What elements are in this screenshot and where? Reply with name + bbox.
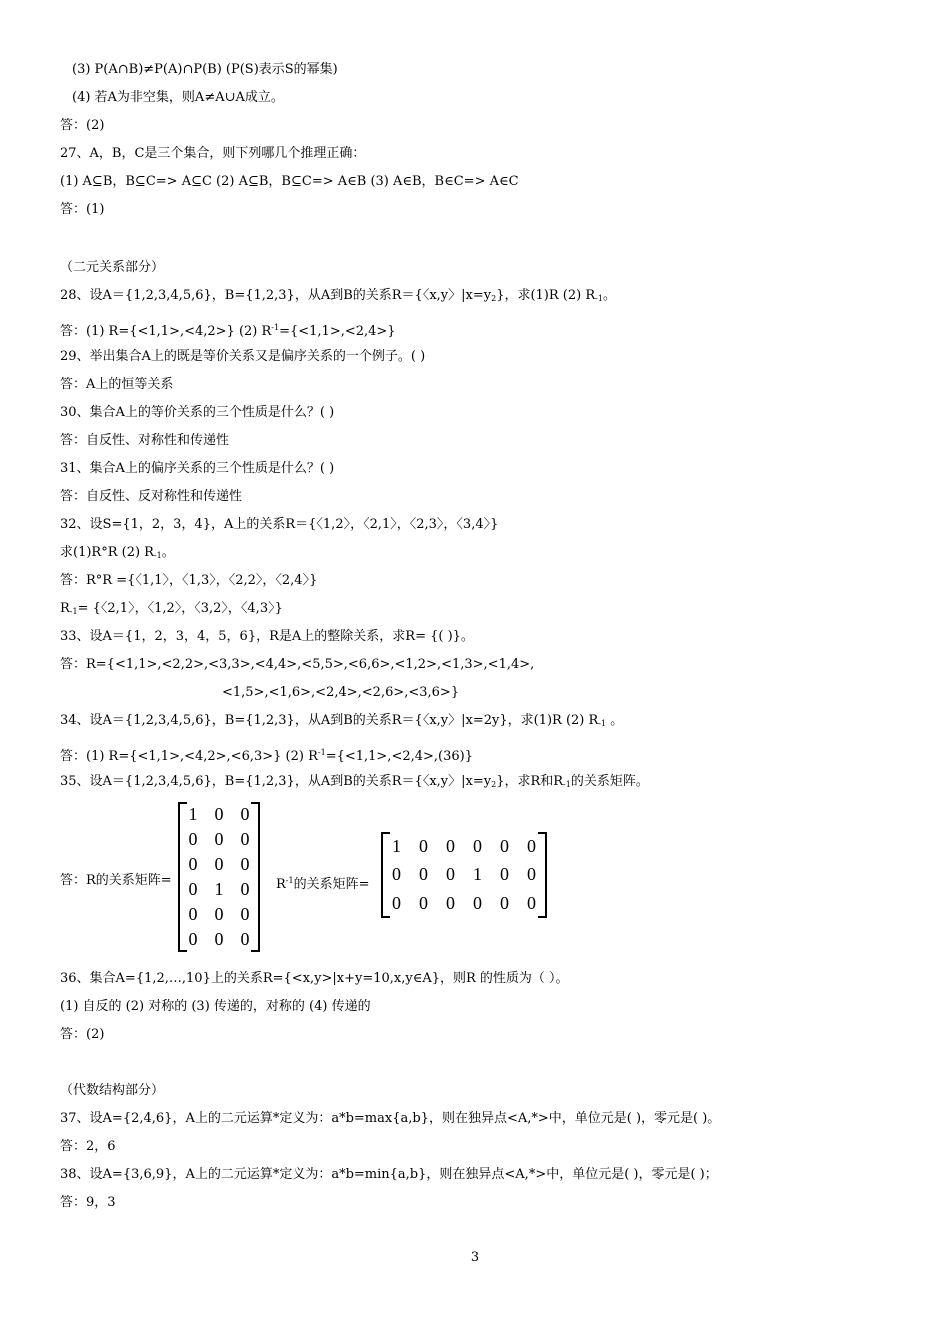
- matrix-cell: 0: [527, 893, 536, 914]
- matrix-cell: 0: [527, 864, 536, 885]
- relation-matrix-rinv: [381, 832, 547, 918]
- matrix-cell: 0: [240, 829, 250, 849]
- matrix-cell: 0: [500, 864, 509, 885]
- text-line: (1) A⊆B，B⊆C=> A⊆C (2) A⊆B，B⊆C=> A∈B (3) A∈B，B∈C=> A∈C: [60, 174, 519, 189]
- matrix-cell: 0: [214, 829, 224, 849]
- answer-line: 答：自反性、反对称性和传递性: [60, 489, 243, 504]
- matrix-cell: 0: [473, 893, 482, 914]
- text-line: 求(1)R°R (2) $R_{-1}$。: [60, 545, 175, 560]
- answer-line: 答：9，3: [60, 1195, 116, 1210]
- question-28: 28、设A＝{1,2,3,4,5,6}，B={1,2,3}，从A到B的关系R＝{〈x,y〉$|x=y_2$}，求(1)R (2) $R_{-1}$。: [60, 288, 616, 303]
- text-line: (1) 自反的 (2) 对称的 (3) 传递的，对称的 (4) 传递的: [60, 999, 371, 1014]
- answer-line: 答：(1): [60, 202, 105, 217]
- matrix-cell: 0: [240, 854, 250, 874]
- page-number: 3: [470, 1250, 480, 1265]
- matrix-cell: 0: [419, 893, 428, 914]
- answer-line: 答：(2): [60, 118, 105, 133]
- matrix-cell: 0: [188, 929, 198, 949]
- question-30: 30、集合A上的等价关系的三个性质是什么？( ): [60, 405, 335, 420]
- matrix-cell: 0: [419, 864, 428, 885]
- matrix-r-label: 答：R的关系矩阵=: [60, 873, 172, 888]
- text-line: (4) 若A为非空集，则A≠A∪A成立。: [72, 90, 284, 105]
- question-32: 32、设S={1，2，3，4}，A上的关系R＝{〈1,2〉，〈2,1〉，〈2,3〉，〈3,4〉}: [60, 517, 499, 532]
- question-35: 35、设A＝{1,2,3,4,5,6}，B={1,2,3}，从A到B的关系R＝{〈x,y〉$|x=y_2$}，求R和$R_{-1}$的关系矩阵。: [60, 774, 649, 789]
- matrix-cell: 1: [473, 864, 482, 885]
- matrix-cell: 0: [214, 904, 224, 924]
- matrix-cell: 0: [500, 893, 509, 914]
- question-27: 27、A，B，C是三个集合，则下列哪几个推理正确：: [60, 146, 366, 161]
- question-36: 36、集合A={1,2,…,10}上的关系R={<x,y>|x+y=10,x,y∈A}，则R 的性质为（ ）。: [60, 971, 569, 986]
- matrix-cell: 0: [419, 835, 428, 856]
- matrix-cell: 0: [392, 893, 401, 914]
- answer-line: $R_{-1}=$ {〈2,1〉，〈1,2〉，〈3,2〉，〈4,3〉}: [60, 601, 283, 616]
- relation-matrix-r: [178, 802, 260, 952]
- matrix-cell: 0: [214, 804, 224, 824]
- matrix-cell: 0: [188, 904, 198, 924]
- matrix-cell: 0: [446, 864, 455, 885]
- matrix-cell: 0: [240, 879, 250, 899]
- question-29: 29、举出集合A上的既是等价关系又是偏序关系的一个例子。( ): [60, 349, 426, 364]
- section-heading: （二元关系部分）: [60, 260, 165, 275]
- answer-line: 答：R°R ={〈1,1〉，〈1,3〉，〈2,2〉，〈2,4〉}: [60, 573, 318, 588]
- question-38: 38、设A={3,6,9}，A上的二元运算*定义为：a*b=min{a,b}，则在独异点<A,*>中，单位元是( )，零元是( )；: [60, 1167, 718, 1182]
- section-heading: （代数结构部分）: [60, 1083, 165, 1098]
- matrix-rinv-label: $R^{-1}$的关系矩阵=: [276, 876, 370, 892]
- matrix-cell: 0: [500, 835, 509, 856]
- matrix-cell: 0: [473, 835, 482, 856]
- answer-line: 答：自反性、对称性和传递性: [60, 433, 230, 448]
- answer-line: 答：(1) R={<1,1>,<4,2>,<6,3>} (2) $R^{-1}=\{<1,1>,<2,4>,(36)\}$: [60, 748, 473, 764]
- matrix-cell: 0: [527, 835, 536, 856]
- answer-line: 答：R={<1,1>,<2,2>,<3,3>,<4,4>,<5,5>,<6,6>,<1,2>,<1,3>,<1,4>,: [60, 657, 535, 672]
- matrix-cell: 0: [240, 929, 250, 949]
- matrix-cell: 0: [188, 854, 198, 874]
- matrix-cell: 0: [446, 893, 455, 914]
- matrix-cell: 1: [214, 879, 224, 899]
- text-line: (3) P(A∩B)≠P(A)∩P(B) (P(S)表示S的幂集): [72, 62, 338, 77]
- matrix-cell: 0: [214, 929, 224, 949]
- matrix-cell: 0: [392, 864, 401, 885]
- question-37: 37、设A={2,4,6}，A上的二元运算*定义为：a*b=max{a,b}，则在独异点<A,*>中，单位元是( )，零元是( )。: [60, 1111, 721, 1126]
- matrix-cell: 1: [392, 835, 401, 856]
- answer-line: 答：(1) R={<1,1>,<4,2>} (2) $R^{-1}=\{<1,1>,<2,4>\}$: [60, 323, 396, 339]
- matrix-cell: 0: [240, 904, 250, 924]
- question-31: 31、集合A上的偏序关系的三个性质是什么？( ): [60, 461, 335, 476]
- answer-line: 答：A上的恒等关系: [60, 377, 174, 392]
- matrix-cell: 0: [240, 804, 250, 824]
- answer-line: 答：(2): [60, 1027, 105, 1042]
- matrix-cell: 0: [214, 854, 224, 874]
- answer-line: <1,5>,<1,6>,<2,4>,<2,6>,<3,6>}: [222, 685, 460, 700]
- matrix-cell: 0: [188, 879, 198, 899]
- matrix-cell: 1: [188, 804, 198, 824]
- question-34: 34、设A＝{1,2,3,4,5,6}，B={1,2,3}，从A到B的关系R＝{〈x,y〉|x=2y}，求(1)R (2) $R_{-1}$ 。: [60, 713, 624, 728]
- question-33: 33、设A＝{1，2，3，4，5，6}，R是A上的整除关系，求R= {( )}。: [60, 629, 474, 644]
- matrix-cell: 0: [188, 829, 198, 849]
- answer-line: 答：2，6: [60, 1139, 116, 1154]
- matrix-cell: 0: [446, 835, 455, 856]
